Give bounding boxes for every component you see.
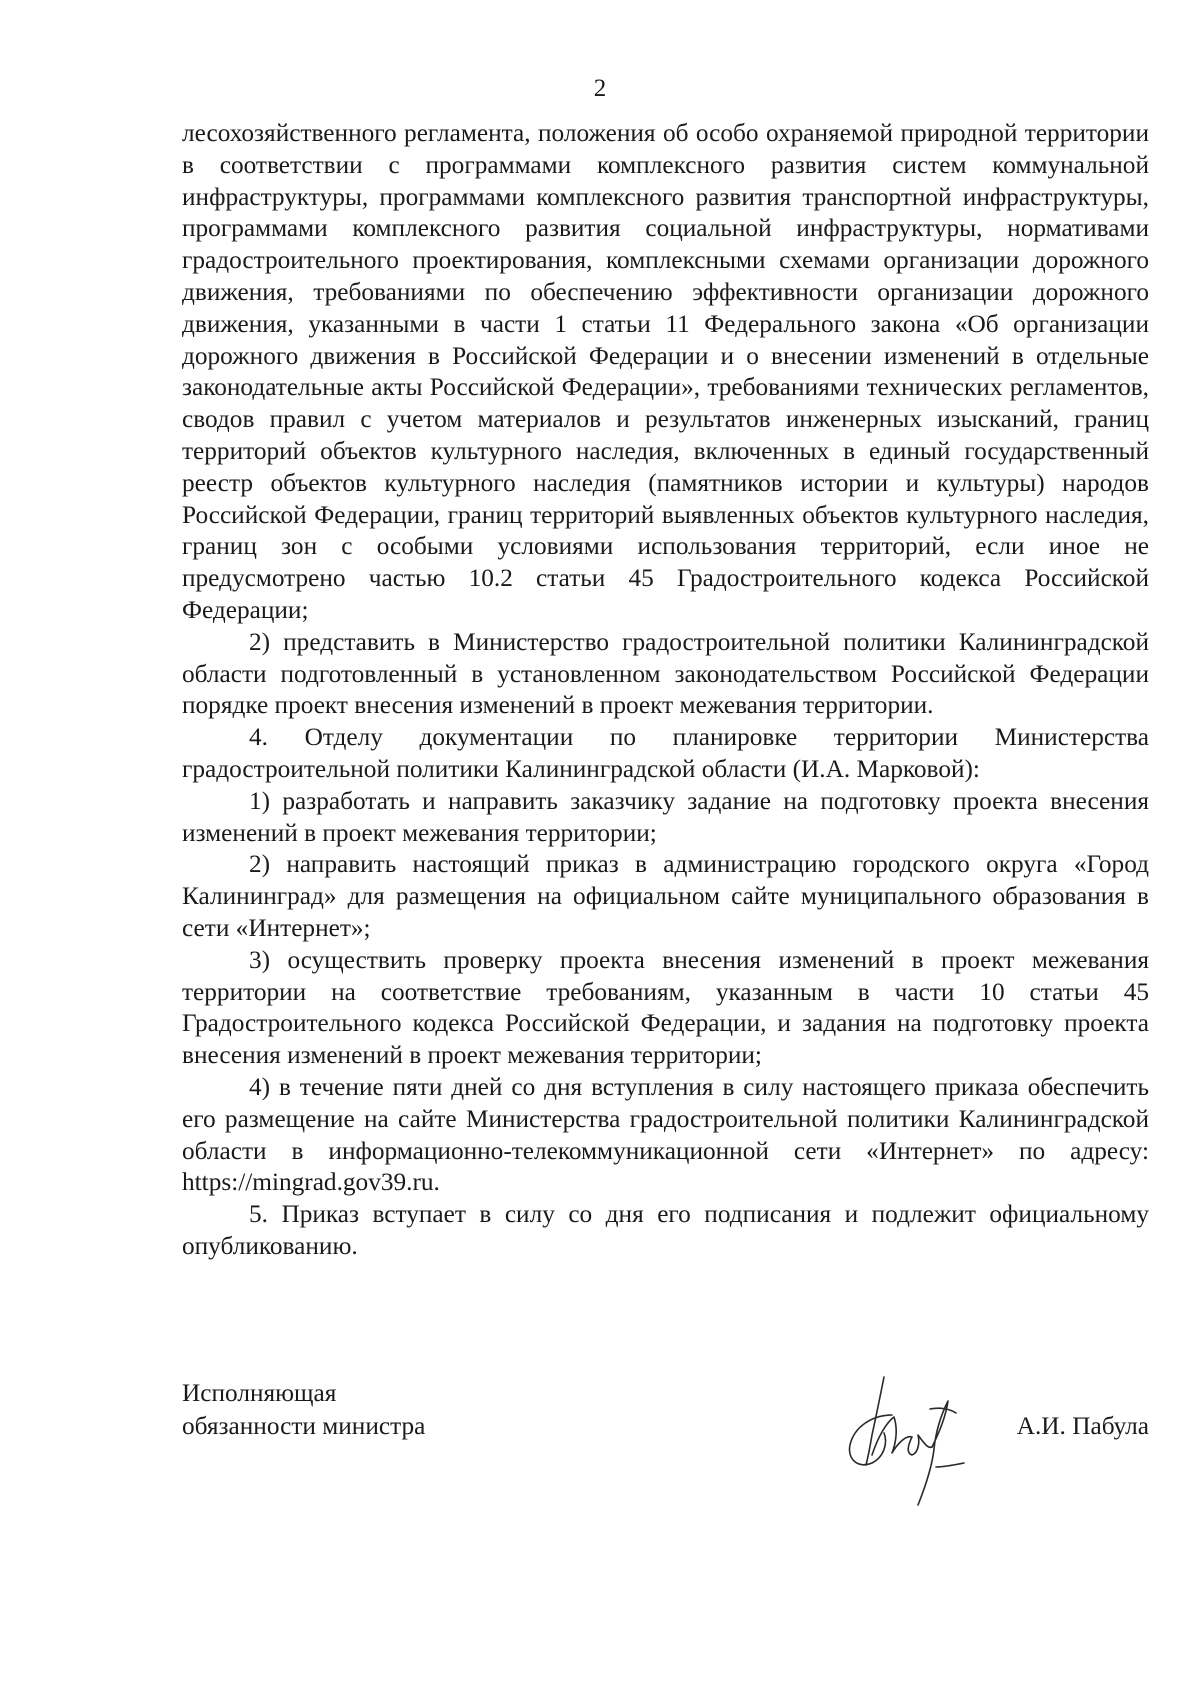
signatory-title-line-1: Исполняющая	[182, 1379, 337, 1407]
paragraph-continuation: лесохозяйственного регламента, положения об особо охраняемой природной территории в соответствии с программами комплексного развития систем коммунальной инфраструктуры, программами комплексного развития транспортной инфраструктуры, программами комплексного развития социальной инфраструктуры, нормативами градостроительного проектирования, комплексными схемами организации дорожного движения, требованиями по обеспечению эффективности организации дорожного движения, указанными в части 1 статьи 11 Федерального закона «Об организации дорожного движения в Российской Федерации и о внесении изменений в отдельные законодательные акты Российской Федерации», требованиями технических регламентов, сводов правил с учетом материалов и результатов инженерных изысканий, границ территорий объектов культурного наследия, включенных в единый государственный реестр объектов культурного наследия (памятников истории и культуры) народов Российской Федерации, границ территорий выявленных объектов культурного наследия, границ зон с особыми условиями использования территорий, если иное не предусмотрено частью 10.2 статьи 45 Градостроительного кодекса Российской Федерации;	[182, 119, 1149, 624]
signatory-title	[182, 1377, 425, 1443]
signature-block	[182, 1377, 1149, 1517]
paragraph-item-4-3: 3) осуществить проверку проекта внесения изменений в проект межевания территории на соответствие требованиям, указанным в части 10 статьи 45 Градостроительного кодекса Российской Федерации, и задания на подготовку проекта внесения изменений в проект межевания территории;	[182, 945, 1149, 1070]
paragraph-item-3-2: 2) представить в Министерство градостроительной политики Калининградской области подготовленный в установленном законодательством Российской Федерации порядке проект внесения изменений в проект межевания территории.	[182, 627, 1149, 720]
paragraph-item-4-2: 2) направить настоящий приказ в администрацию городского округа «Город Калининград» для размещения на официальном сайте муниципального образования в сети «Интернет»;	[182, 850, 1149, 942]
paragraph-item-5: 5. Приказ вступает в силу со дня его подписания и подлежит официальному опубликованию.	[182, 1200, 1149, 1260]
paragraph-item-4: 4. Отделу документации по планировке территории Министерства градостроительной политики Калининградской области (И.А. Марковой):	[182, 723, 1149, 783]
signatory-name: А.И. Пабула	[1016, 1412, 1149, 1440]
signatory-title-line-2: обязанности министра	[182, 1412, 426, 1440]
paragraph-item-4-1: 1) разработать и направить заказчику задание на подготовку проекта внесения изменений в проект межевания территории;	[182, 786, 1149, 847]
page-number: 2	[593, 75, 607, 102]
document-body	[182, 118, 1149, 1263]
handwritten-signature	[832, 1357, 982, 1527]
paragraph-item-4-4: 4) в течение пяти дней со дня вступления в силу настоящего приказа обеспечить его размещение на сайте Министерства градостроительной политики Калининградской области в информационно-телекоммуникационной сети «Интернет» по адресу: https://mingrad.gov39.ru.	[182, 1072, 1149, 1197]
